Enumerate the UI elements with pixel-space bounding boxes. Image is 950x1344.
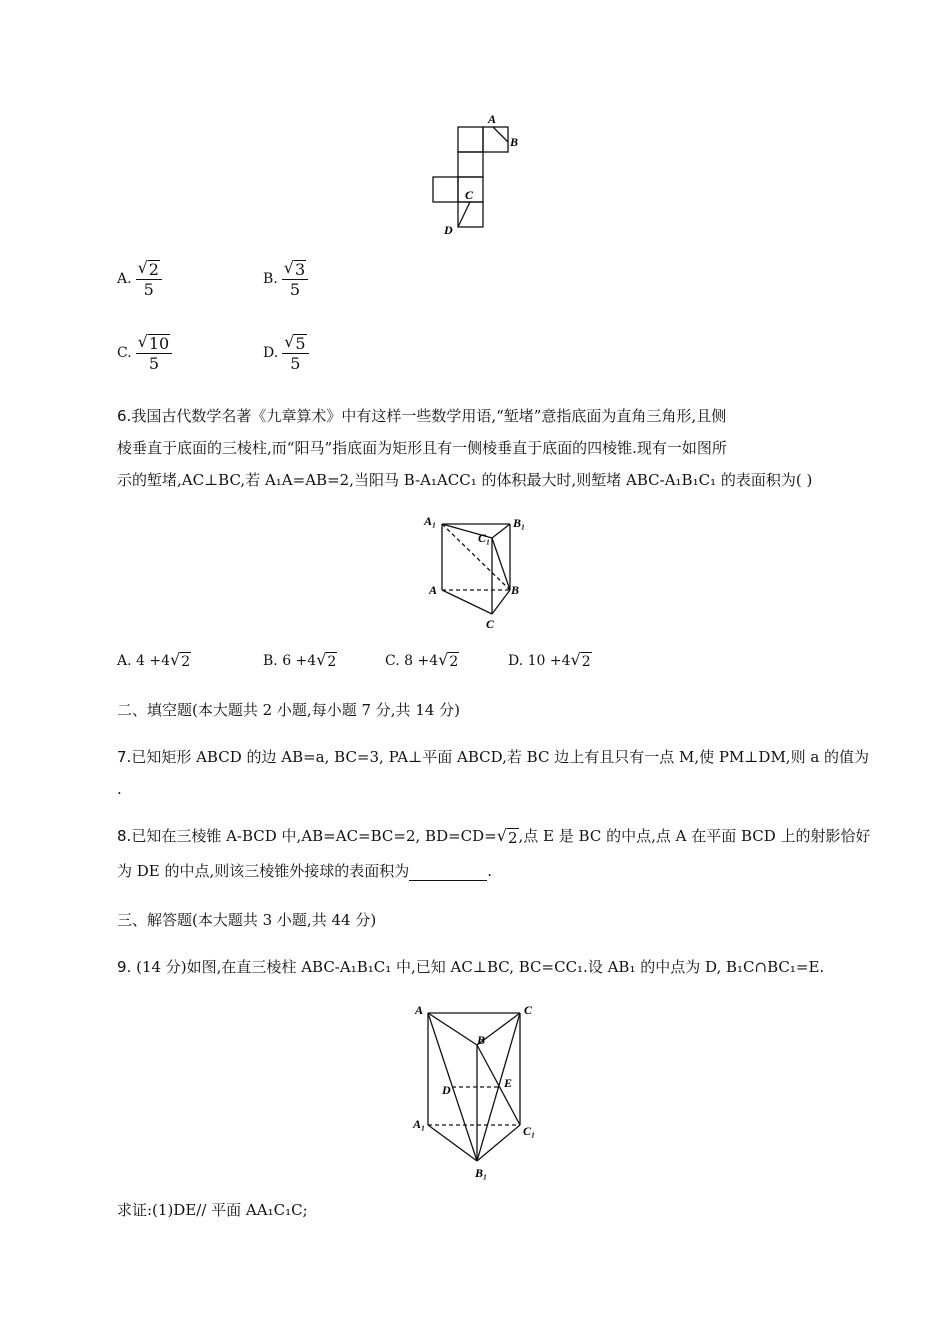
net-label-a: A — [488, 112, 497, 126]
option-radicand: 5 — [295, 334, 306, 353]
question-radicand: 2 — [507, 829, 518, 847]
option-radicand: 2 — [148, 260, 159, 279]
option-prefix: 10 +4 — [527, 652, 571, 669]
q9-line-1 — [117, 957, 824, 977]
q5-option-b — [263, 258, 308, 299]
cube-net-figure — [425, 110, 525, 240]
option-fraction: √ 3 5 — [282, 258, 308, 299]
section-3-heading: 三、解答题(本大题共 3 小题,共 44 分) — [117, 911, 377, 929]
prism-label-a: A — [429, 583, 438, 597]
q5-option-c — [117, 332, 172, 373]
option-radicand: 2 — [327, 654, 337, 670]
option-letter: A. — [117, 270, 132, 287]
net-label-d: D — [444, 223, 453, 237]
option-prefix: 6 +4 — [282, 652, 317, 669]
question-text: 已知在三棱锥 A-BCD 中,AB=AC=BC=2, BD=CD= — [131, 827, 497, 845]
option-radicand: 2 — [581, 654, 591, 670]
q9-label-c: C — [524, 1003, 533, 1017]
option-denominator: 5 — [148, 354, 160, 373]
option-fraction: √ 5 5 — [282, 332, 308, 373]
q6-option-b: B. 6 +4 √ 2 — [263, 650, 337, 670]
question-text: 我国古代数学名著《九章算术》中有这样一些数学用语,“堑堵”意指底面为直角三角形,且侧 — [131, 407, 727, 425]
prism-figure-q6 — [420, 510, 540, 635]
option-letter: B. — [263, 270, 278, 287]
q9-proof-line: 求证:(1)DE// 平面 AA₁C₁C; — [117, 1201, 308, 1219]
option-prefix: 8 +4 — [404, 652, 439, 669]
q9-label-d: D — [442, 1083, 451, 1097]
option-denominator: 5 — [290, 354, 301, 373]
prism-label-c: C — [486, 617, 495, 631]
question-number: 9. — [117, 958, 132, 976]
option-radicand: 2 — [449, 654, 459, 670]
option-letter: C. — [117, 344, 132, 361]
q9-label-b1: B₁ — [475, 1166, 488, 1180]
option-radicand: 2 — [181, 654, 191, 670]
q9-label-b: B — [477, 1033, 486, 1047]
q6-line-2: 棱垂直于底面的三棱柱,而“阳马”指底面为矩形且有一侧棱垂直于底面的四棱锥.现有一如图所 — [117, 439, 727, 457]
option-letter: D. — [508, 652, 524, 669]
q6-option-d: D. 10 +4 √ 2 — [508, 650, 591, 670]
question-number: 8. — [117, 827, 132, 845]
option-fraction: √ 2 5 — [136, 258, 162, 299]
option-fraction: √ 10 5 — [136, 332, 173, 373]
option-denominator: 5 — [143, 280, 154, 299]
option-radicand: 10 — [148, 334, 170, 353]
q6-line-3: 示的堑堵,AC⊥BC,若 A₁A=AB=2,当阳马 B-A₁ACC₁ 的体积最大时,则堑堵 ABC-A₁B₁C₁ 的表面积为( ) — [117, 471, 813, 489]
section-2-heading: 二、填空题(本大题共 2 小题,每小题 7 分,共 14 分) — [117, 701, 461, 719]
net-label-b: B — [510, 135, 519, 149]
q9-label-a1: A₁ — [413, 1117, 426, 1131]
q9-label-a: A — [415, 1003, 424, 1017]
option-letter: C. — [385, 652, 400, 669]
q6-option-c: C. 8 +4 √ 2 — [385, 650, 459, 670]
q7-line-2: . — [117, 780, 122, 798]
q8-line-1: 8.已知在三棱锥 A-BCD 中,AB=AC=BC=2, BD=CD= √ 2 ,点 E 是 BC 的中点,点 A 在平面 BCD 上的射影恰好 — [117, 826, 871, 847]
question-text: ,点 E 是 BC 的中点,点 A 在平面 BCD 上的射影恰好 — [518, 827, 871, 845]
question-text: . — [487, 862, 493, 880]
net-label-c: C — [465, 188, 474, 202]
prism-label-a1: A₁ — [424, 514, 437, 528]
q5-option-a — [117, 258, 162, 299]
q6-line-1 — [117, 406, 726, 426]
q6-option-a: A. 4 +4 √ 2 — [117, 650, 191, 670]
option-radicand: 3 — [294, 260, 306, 279]
question-text: (14 分)如图,在直三棱柱 ABC-A₁B₁C₁ 中,已知 AC⊥BC, BC=CC₁.设 AB₁ 的中点为 D, B₁C∩BC₁=E. — [136, 958, 825, 976]
q8-line-2 — [117, 861, 492, 881]
option-denominator: 5 — [289, 280, 301, 299]
question-number: 6. — [117, 407, 132, 425]
answer-blank[interactable] — [409, 866, 487, 881]
prism-label-b: B — [511, 583, 520, 597]
question-text: 已知矩形 ABCD 的边 AB=a, BC=3, PA⊥平面 ABCD,若 BC 边上有且只有一点 M,使 PM⊥DM,则 a 的值为 — [131, 748, 870, 766]
prism-label-c1: C₁ — [478, 531, 491, 545]
option-letter: B. — [263, 652, 278, 669]
q5-option-d — [263, 332, 309, 373]
prism-figure-q9 — [405, 995, 545, 1185]
question-number: 7. — [117, 748, 132, 766]
option-prefix: 4 +4 — [136, 652, 171, 669]
option-letter: A. — [117, 652, 132, 669]
prism-label-b1: B₁ — [513, 516, 526, 530]
q9-label-e: E — [504, 1076, 513, 1090]
q9-label-c1: C₁ — [523, 1124, 536, 1138]
option-letter: D. — [263, 344, 279, 361]
q7-line-1 — [117, 747, 869, 767]
question-text: 为 DE 的中点,则该三棱锥外接球的表面积为 — [117, 862, 410, 880]
